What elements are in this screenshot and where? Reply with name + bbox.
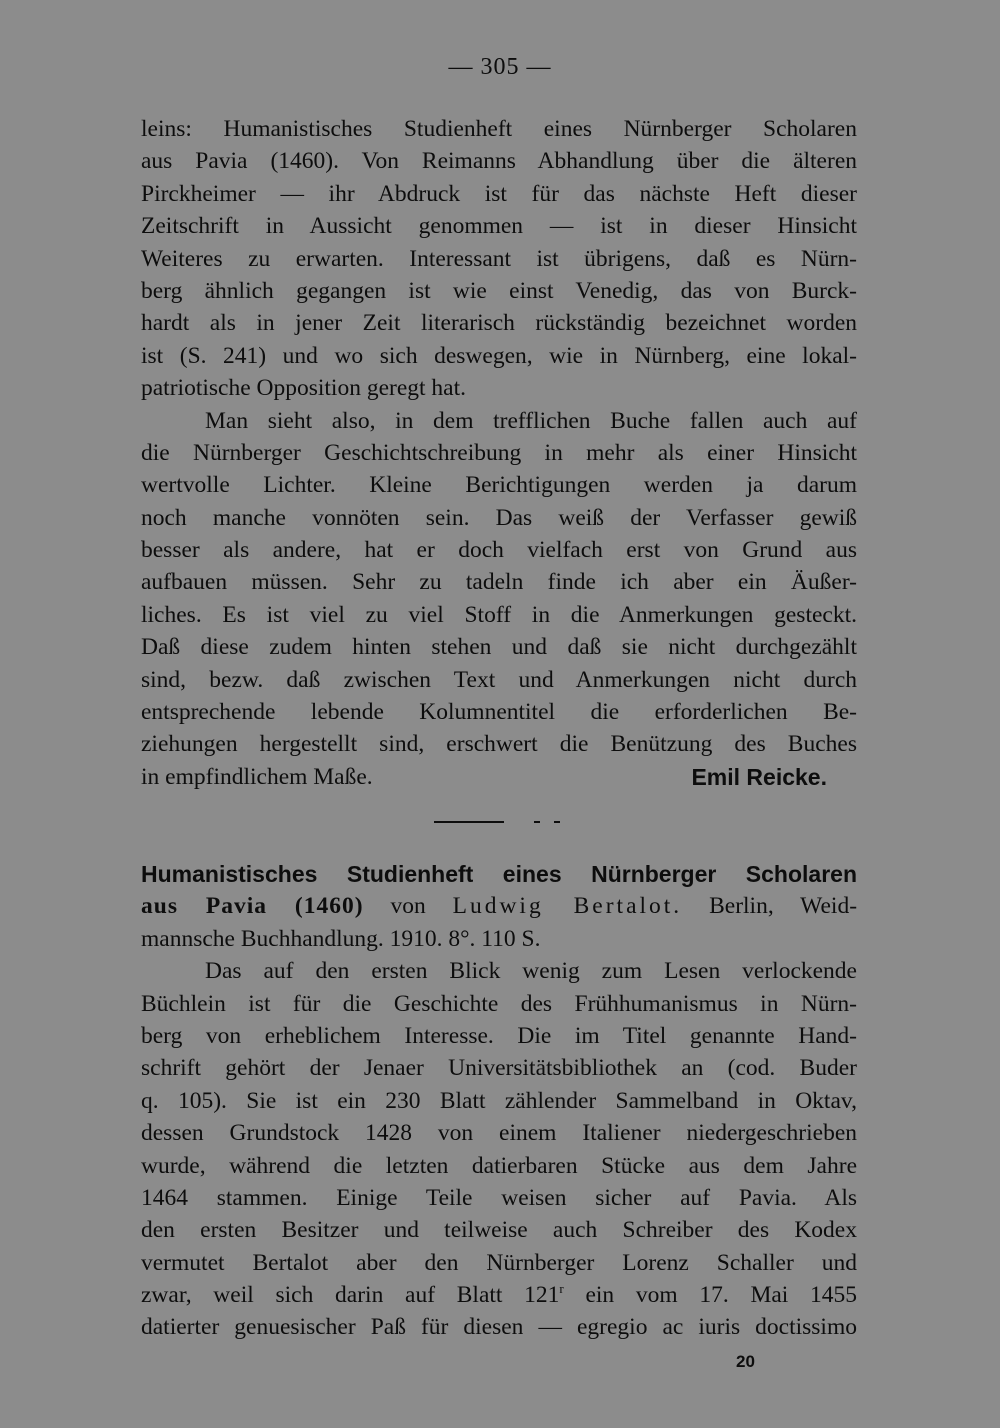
text-line-sup: [141, 1279, 857, 1311]
text-line: liches. Es ist viel zu viel Stoff in die Anmerkungen gesteckt.: [141, 601, 857, 628]
text-line: berg von erheblichem Interesse. Die im Titel genannte Hand-: [141, 1022, 857, 1049]
text-line: entsprechende lebende Kolumnentitel die erforderlichen Be-: [141, 699, 857, 726]
text-line: besser als andere, hat er doch vielfach erst von Grund aus: [141, 537, 857, 564]
text-segment: ein vom 17. Mai 1455: [563, 1282, 858, 1309]
text-line: noch manche vonnöten sein. Das weiß der Verfasser gewiß: [141, 504, 857, 531]
text-line: vermutet Bertalot aber den Nürnberger Lorenz Schaller und: [141, 1249, 857, 1276]
text-line: aufbauen müssen. Sehr zu tadeln finde ich aber ein Äußer-: [141, 569, 857, 596]
text-line: 1464 stammen. Einige Teile weisen sicher auf Pavia. Als: [141, 1184, 857, 1211]
text-line: Büchlein ist für die Geschichte des Frühhumanismus in Nürn-: [141, 990, 857, 1017]
text-line: aus Pavia (1460). Von Reimanns Abhandlung über die älteren: [141, 148, 857, 175]
text-line: dessen Grundstock 1428 von einem Italiener niedergeschrieben: [141, 1120, 857, 1147]
text-line: berg ähnlich gegangen ist wie einst Venedig, das von Burck-: [141, 277, 857, 304]
review-continuation: [141, 113, 857, 793]
text-line: wertvolle Lichter. Kleine Berichtigungen werden ja darum: [141, 472, 857, 499]
text-line: Zeitschrift in Aussicht genommen — ist in dieser Hinsicht: [141, 213, 857, 240]
text-line: wurde, während die letzten datierbaren Stücke aus dem Jahre: [141, 1152, 857, 1179]
review-new: [141, 858, 857, 1344]
text-line: die Nürnberger Geschichtschreibung in mehr als einer Hinsicht: [141, 439, 857, 466]
text-line: patriotische Opposition geregt hat.: [141, 375, 467, 402]
text-line: datierter genuesischer Paß für diesen — egregio ac iuris doctissimo: [141, 1314, 857, 1341]
text-line: Pirckheimer — ihr Abdruck ist für das nächste Heft dieser: [141, 180, 857, 207]
text-line: den ersten Besitzer und teilweise auch Schreiber des Kodex: [141, 1217, 857, 1244]
text-line: schrift gehört der Jenaer Universitätsbibliothek an (cod. Buder: [141, 1055, 857, 1082]
text-line: q. 105). Sie ist ein 230 Blatt zählender Sammelband in Oktav,: [141, 1087, 857, 1114]
signature-mark: 20: [736, 1352, 755, 1371]
text-line: leins: Humanistisches Studienheft eines Nürnberger Scholaren: [141, 116, 857, 142]
signature-line: [141, 761, 857, 793]
text-segment: zwar, weil sich darin auf Blatt 121: [141, 1282, 560, 1309]
page-number: — 305 —: [448, 54, 552, 80]
heading-word: von: [390, 893, 426, 920]
folio-recto-mark: r: [559, 1281, 564, 1297]
section-divider: [434, 821, 564, 823]
text-line: Das auf den ersten Blick wenig zum Lesen verlockende: [205, 958, 857, 985]
publisher-start: Berlin, Weid-: [709, 893, 858, 920]
review-heading-line-2: [141, 890, 857, 922]
book-title-cont: aus Pavia (1460): [141, 893, 364, 920]
reviewer-signature: Emil Reicke.: [691, 763, 827, 790]
text-line-end: in empfindlichem Maße.: [141, 763, 373, 790]
text-line: Weiteres zu erwarten. Interessant ist übrigens, daß es Nürn-: [141, 245, 857, 272]
text-line: Man sieht also, in dem trefflichen Buche fallen auch auf: [205, 407, 857, 434]
text-line: sind, bezw. daß zwischen Text und Anmerkungen nicht durch: [141, 666, 857, 693]
book-author: Ludwig Bertalot.: [452, 893, 683, 920]
text-line: Daß diese zudem hinten stehen und daß sie nicht durchgezählt: [141, 634, 857, 661]
review-heading: [141, 858, 857, 890]
text-line: hardt als in jener Zeit literarisch rückständig bezeichnet worden: [141, 310, 857, 337]
book-title: Humanistisches Studienheft eines Nürnberger Scholaren: [141, 861, 857, 887]
publication-info: mannsche Buchhandlung. 1910. 8°. 110 S.: [141, 925, 541, 952]
text-line: ziehungen hergestellt sind, erschwert die Benützung des Buches: [141, 731, 857, 758]
text-line: ist (S. 241) und wo sich deswegen, wie in Nürnberg, eine lokal-: [141, 342, 857, 369]
